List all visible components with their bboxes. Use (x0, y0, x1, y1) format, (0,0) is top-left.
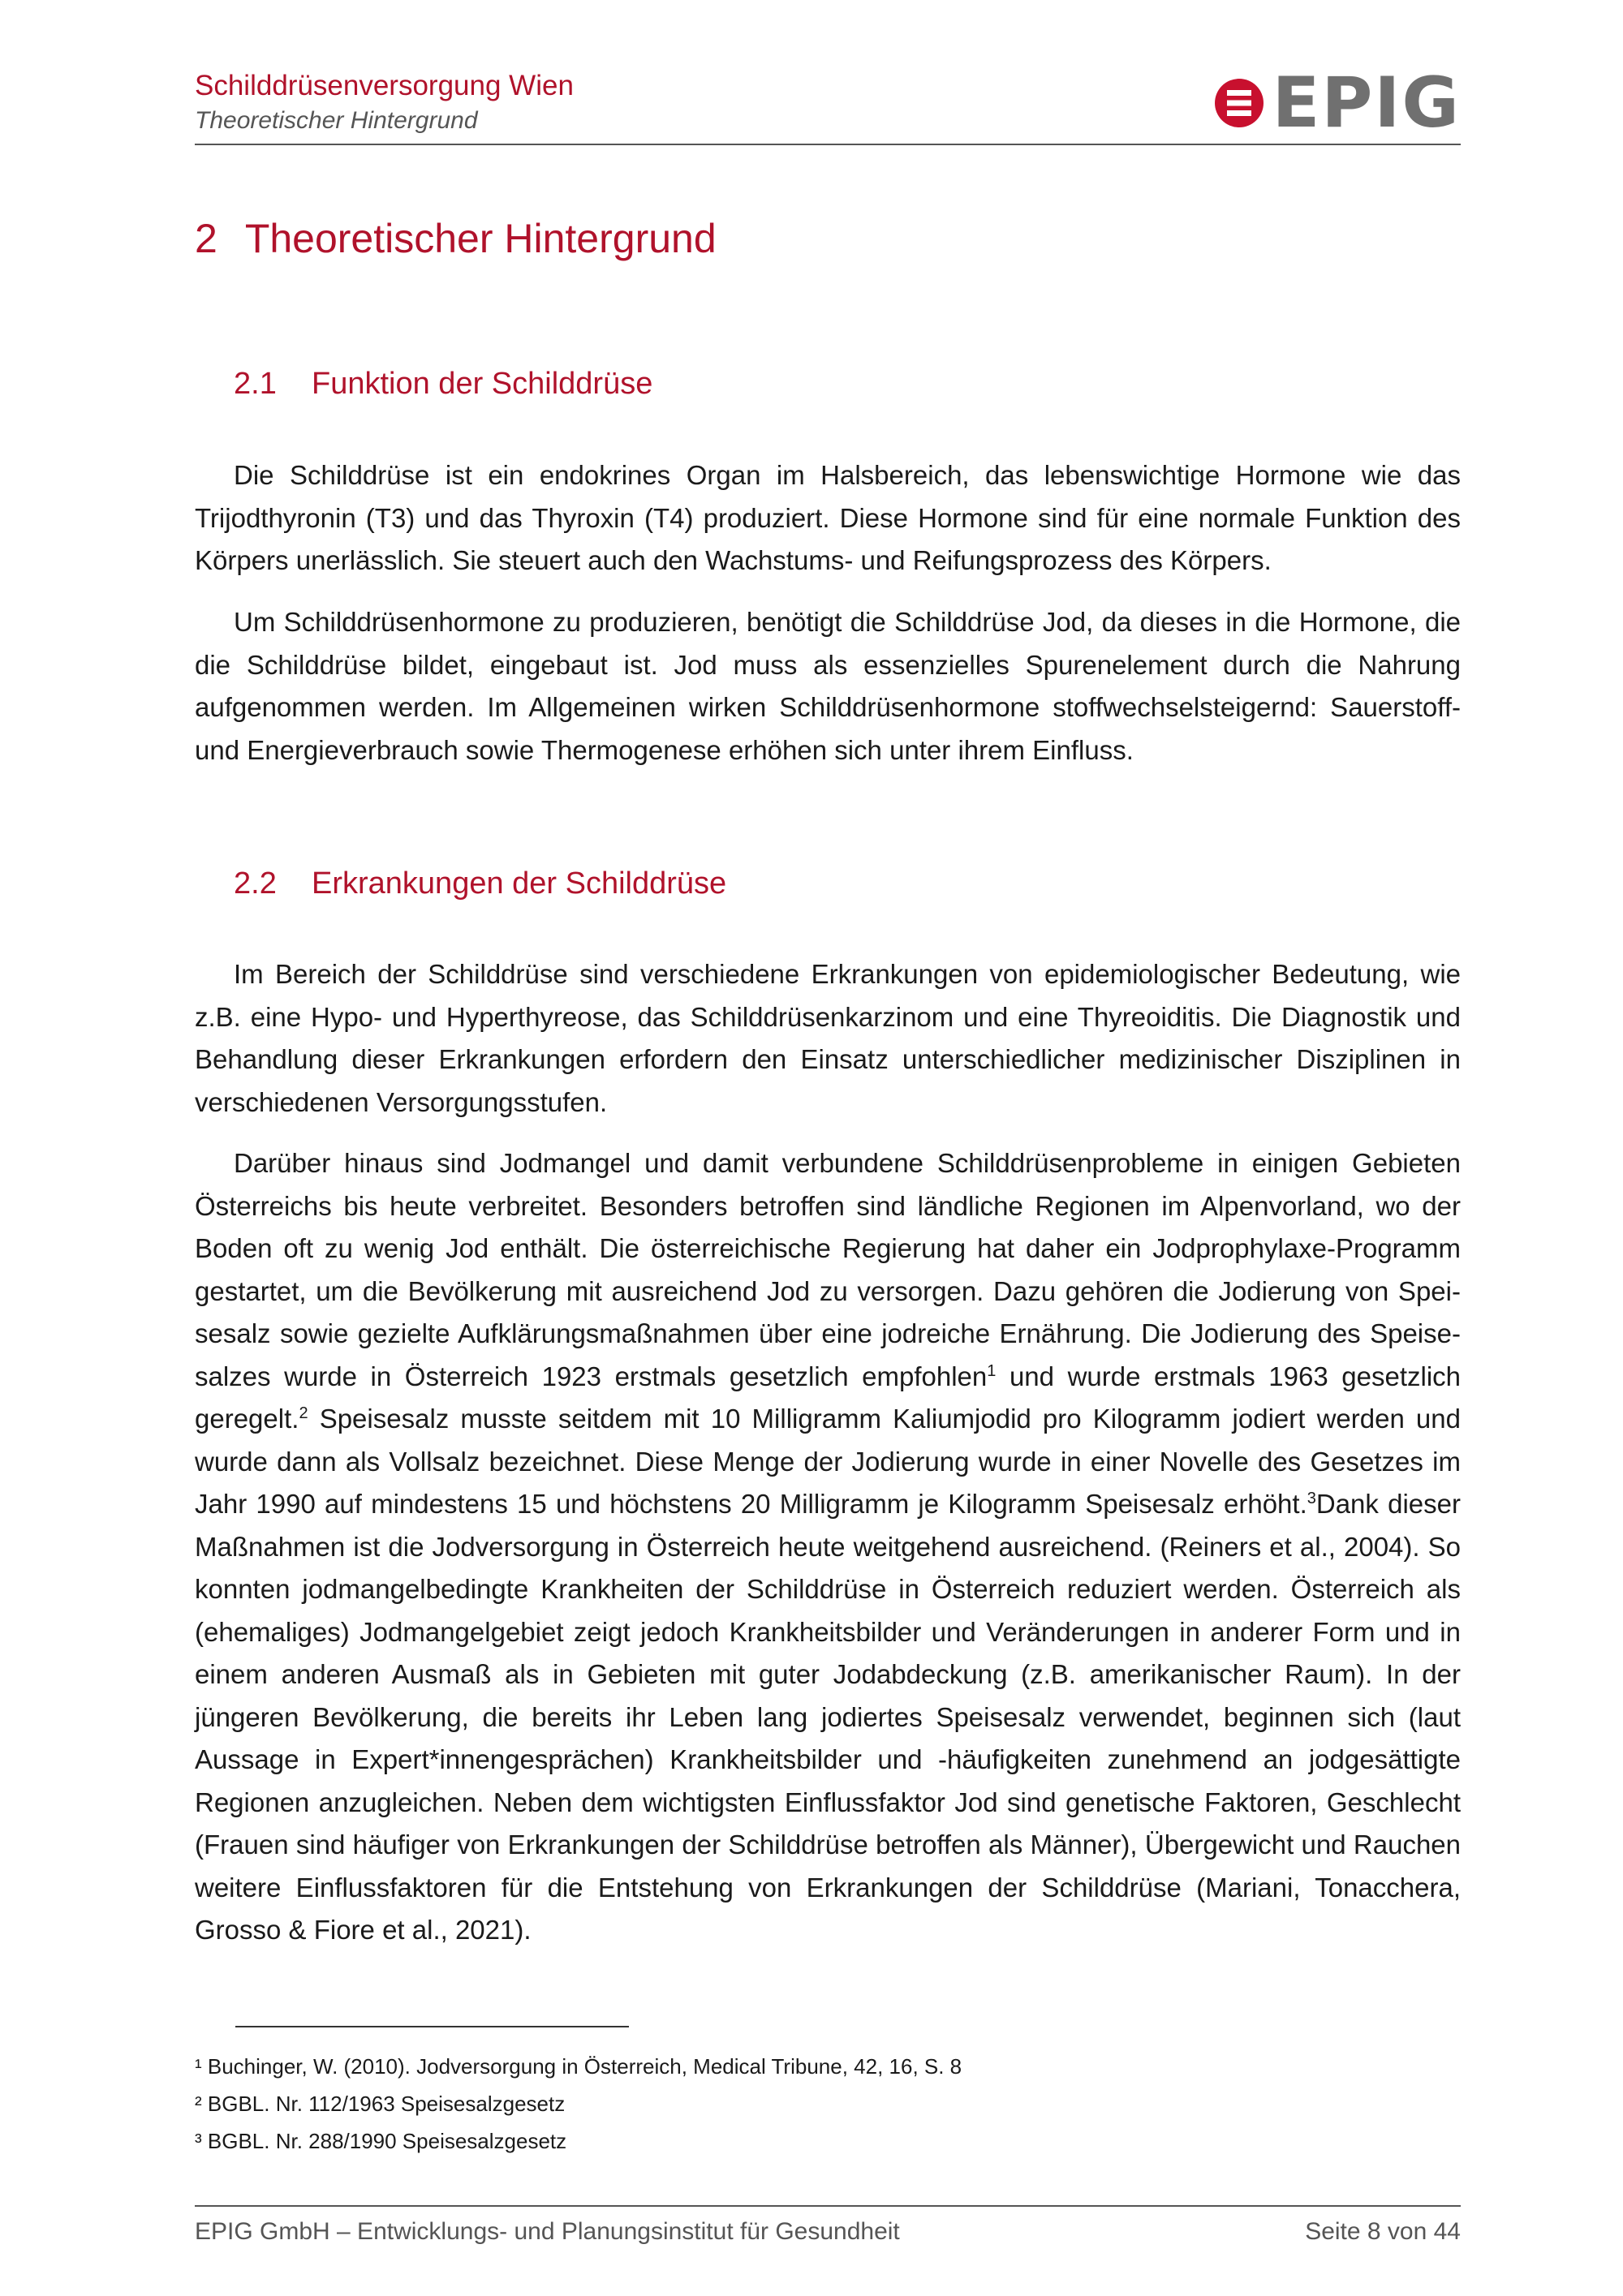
footnote-separator (235, 2026, 629, 2027)
paragraph: Um Schilddrüsenhormone zu produzieren, benötigt die Schilddrüse Jod, da dieses in die Hormone, die die Schilddrüse bildet, eingebaut ist. Jod muss als essenzielles Spurenelement durch die Nahrung aufgenommen werden. Im Allgemeinen wirken Schilddrüsenhormone stoffwechselsteigernd: Sauerstoff- und Energieverbrauch sowie Thermogenese erhöhen sich unter ihrem Einfluss. (195, 607, 1461, 765)
footnote-ref-2[interactable]: 2 (299, 1404, 308, 1422)
footnote-2: ² BGBL. Nr. 112/1963 Speisesalzgesetz (195, 2092, 566, 2116)
page-header (195, 62, 1461, 145)
epig-logo-icon (1214, 78, 1264, 128)
header-title: Schilddrüsenversorgung Wien (195, 70, 574, 101)
footer-organization: EPIG GmbH – Entwicklungs- und Planungsinstitut für Gesundheit (195, 2218, 900, 2245)
section-title: Erkrankungen der Schilddrüse (312, 866, 727, 901)
section-title: Funktion der Schilddrüse (312, 367, 653, 401)
section-heading-2-1 (234, 367, 652, 402)
footnote-ref-3[interactable]: 3 (1307, 1490, 1316, 1507)
paragraph-with-footnotes (195, 1142, 1461, 1952)
epig-logo (1214, 62, 1461, 144)
footnote-1: ¹ Buchinger, W. (2010). Jodversorgung in Österreich, Medical Tribune, 42, 16, S. 8 (195, 2054, 962, 2079)
paragraph-text: Darüber hinaus sind Jodmangel und damit verbundene Schilddrüsenprobleme in einigen Gebieten Österreichs bis heute verbreitet. Besonders betroffen sind ländliche Regionen im Alpenvorland, wo der Boden oft zu wenig Jod enthält. Die österreichische Regierung hat daher ein Jodprophylaxe-Programm gestartet, um die Bevölkerung mit ausreichend Jod zu versorgen. Dazu gehören die Jodierung von Speisesalz sowie gezielte Aufklärungsmaßnahmen über eine jodreiche Ernährung. Die Jodierung des Speisesalzes wurde in Österreich 1923 erstmals gesetzlich empfohlen (195, 1148, 1461, 1391)
paragraph-text: und wurde erstmals 1963 gesetzlich geregelt. (195, 1361, 1462, 1434)
header-subtitle: Theoretischer Hintergrund (195, 107, 478, 134)
section-heading-2-2 (234, 866, 726, 901)
paragraph: Die Schilddrüse ist ein endokrines Organ im Halsbereich, das lebenswichtige Hormone wie das Trijodthyronin (T3) und das Thyroxin (T4) produziert. Diese Hormone sind für eine normale Funktion des Körpers unerlässlich. Sie steuert auch den Wachstums- und Reifungsprozess des Körpers. (195, 460, 1461, 575)
paragraph-text: Dank dieser Maßnahmen ist die Jodversorgung in Österreich heute weitgehend ausreichend. (Reiners et al., 2004). So konnten jodmangelbedingte Krankheiten der Schilddrüse in Österreich reduziert werden. Österreich als (ehemaliges) Jodmangelgebiet zeigt jedoch Krankheitsbilder und Veränderungen in anderer Form und in einem anderen Ausmaß als in Gebieten mit guter Jodabdeckung (z.B. amerikanischer Raum). In der jüngeren Bevölkerung, die bereits ihr Leben lang jodiertes Speisesalz verwendet, beginnen sich (laut Aussage in Expert*innengesprächen) Krankheitsbilder und -häufigkeiten zunehmend an jodgesättigte Regionen anzugleichen. Neben dem wichtigsten Einflussfaktor Jod sind genetische Faktoren, Geschlecht (Frauen sind häufiger von Erkrankungen der Schilddrüse betroffen als Männer), Übergewicht und Rauchen weitere Einflussfaktoren für die Entstehung von Erkrankungen der Schilddrüse (Mariani, Tonacchera, Grosso & Fiore et al., 2021). (195, 1489, 1461, 1945)
logo-text: EPIG (1272, 62, 1461, 144)
chapter-heading (195, 215, 717, 262)
page-footer (195, 2205, 1461, 2246)
footnote-ref-1[interactable]: 1 (987, 1361, 997, 1380)
page-number: Seite 8 von 44 (1305, 2218, 1461, 2245)
section-number: 2.2 (234, 866, 277, 901)
paragraph-text: Speisesalz musste seitdem mit 10 Milligramm Kaliumjodid pro Kilogramm jodiert werden und wurde dann als Vollsalz bezeichnet. Diese Menge der Jodierung wurde in einer Novelle des Gesetzes im Jahr 1990 auf mindestens 15 und höchstens 20 Milligramm je Kilogramm Speisesalz erhöht. (195, 1404, 1461, 1519)
chapter-number: 2 (195, 216, 217, 261)
footnote-3: ³ BGBL. Nr. 288/1990 Speisesalzgesetz (195, 2129, 567, 2153)
section-number: 2.1 (234, 367, 277, 401)
chapter-title: Theoretischer Hintergrund (244, 216, 717, 261)
paragraph: Im Bereich der Schilddrüse sind verschiedene Erkrankungen von epidemiologischer Bedeutung, wie z.B. eine Hypo- und Hyperthyreose, das Schilddrüsenkarzinom und eine Thyreoiditis. Die Diagnostik und Behandlung dieser Erkrankungen erfordern den Einsatz unterschiedlicher medizinischer Disziplinen in verschiedenen Versorgungsstufen. (195, 959, 1461, 1117)
